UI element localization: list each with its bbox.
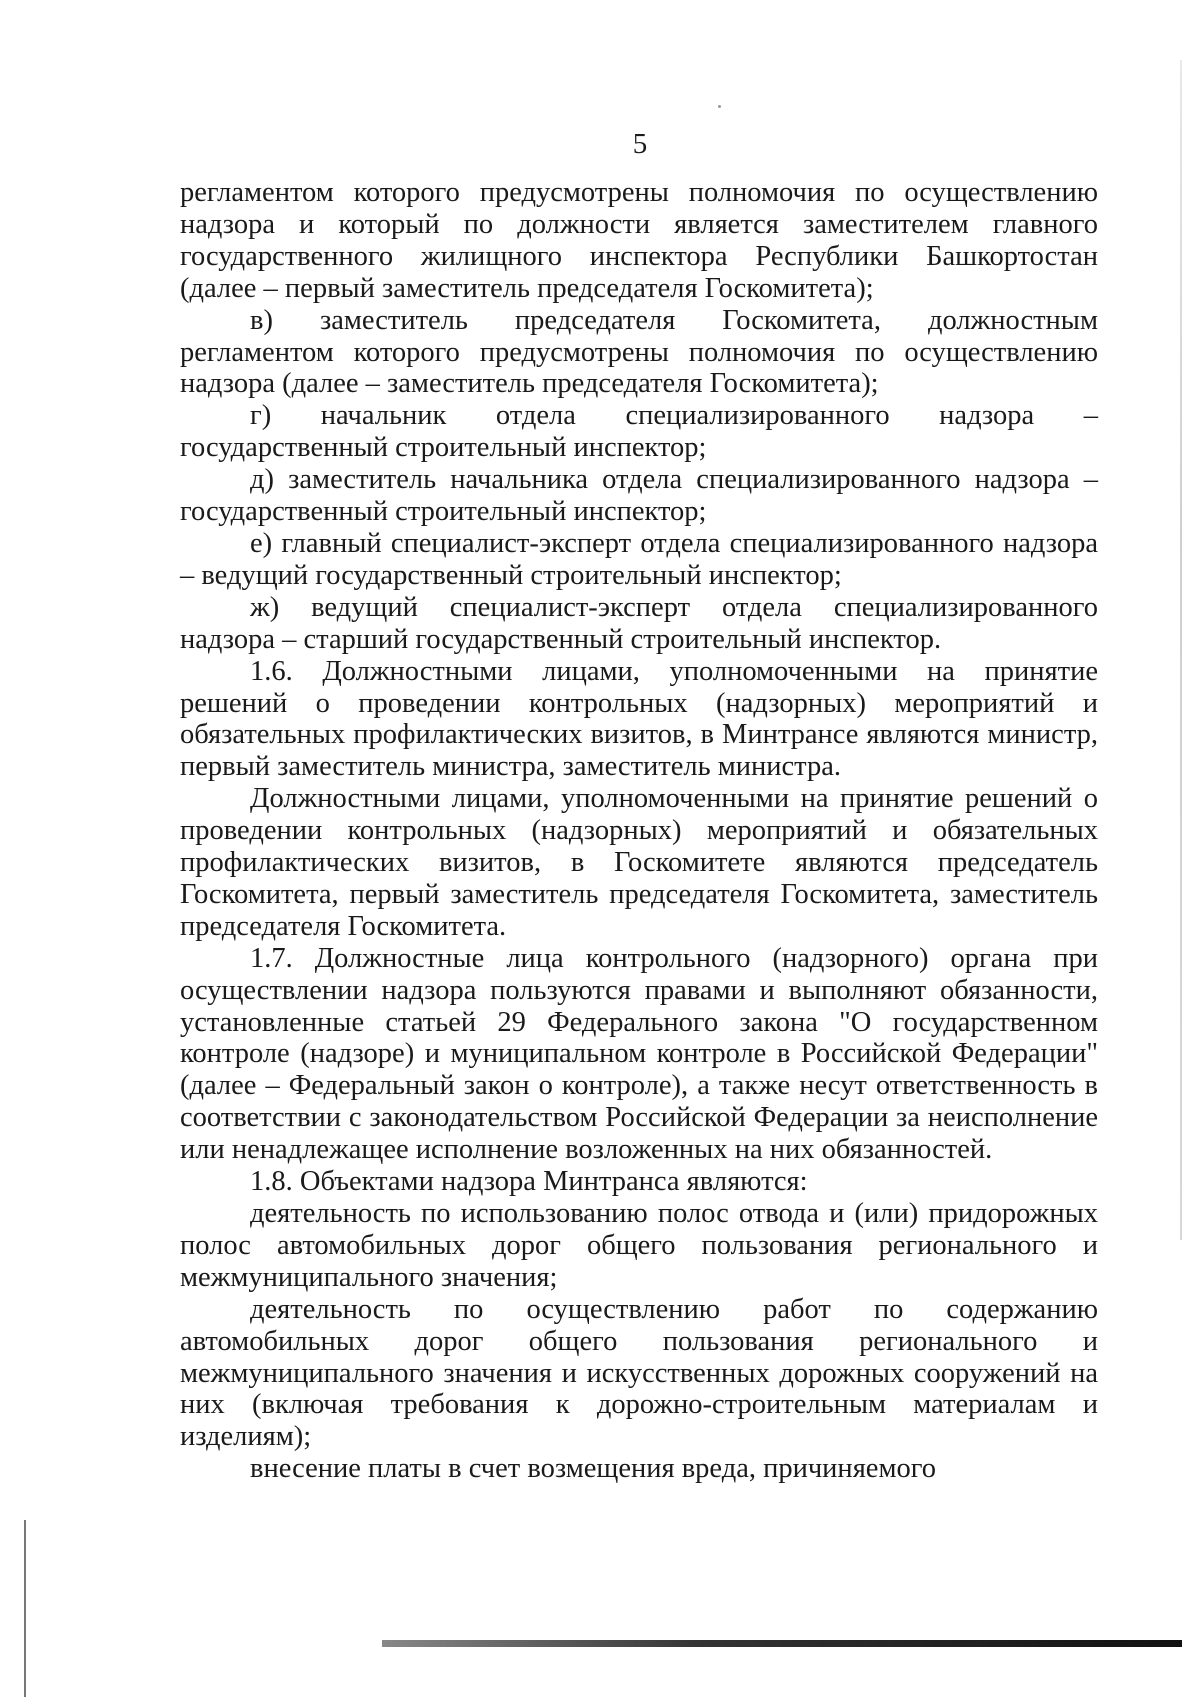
scan-bottom-bar xyxy=(382,1640,1182,1647)
paragraph-continuation: регламентом которого предусмотрены полномочия по осуществлению надзора и который по должности является заместителем главного государственного жилищного инспектора Республики Башкортостан (далее – первый заместитель председателя Госкомитета); xyxy=(180,177,1098,304)
paragraph-item-d: д) заместитель начальника отдела специализированного надзора – государственный строительный инспектор; xyxy=(180,464,1098,528)
paragraph-item-zh: ж) ведущий специалист-эксперт отдела специализированного надзора – старший государственный строительный инспектор. xyxy=(180,591,1098,655)
paragraph-1-7: 1.7. Должностные лица контрольного (надзорного) органа при осуществлении надзора пользуются правами и выполняют обязанности, установленные статьей 29 Федерального закона "О государственном контроле (надзоре) и муниципальном контроле в Российской Федерации" (далее – Федеральный закон о контроле), а также несут ответственность в соответствии с законодательством Российской Федерации за неисполнение или ненадлежащее исполнение возложенных на них обязанностей. xyxy=(180,942,1098,1166)
paragraph-item-g: г) начальник отдела специализированного надзора – государственный строительный инспектор; xyxy=(180,400,1098,464)
scan-edge-line-left xyxy=(24,1520,26,1697)
paragraph-object-roadside: деятельность по использованию полос отвода и (или) придорожных полос автомобильных дорог общего пользования регионального и межмуниципального значения; xyxy=(180,1198,1098,1293)
paragraph-1-6-goskomitet: Должностными лицами, уполномоченными на принятие решений о проведении контрольных (надзорных) мероприятий и обязательных профилактических визитов, в Госкомитете являются председатель Госкомитета, первый заместитель председателя Госкомитета, заместитель председателя Госкомитета. xyxy=(180,783,1098,942)
scan-edge-line xyxy=(1180,60,1182,1240)
paragraph-object-payment: внесение платы в счет возмещения вреда, причиняемого xyxy=(250,1453,936,1485)
page-number: 5 xyxy=(632,128,648,160)
paragraph-1-8: 1.8. Объектами надзора Минтранса являются: xyxy=(250,1166,808,1198)
paragraph-object-maintenance: деятельность по осуществлению работ по содержанию автомобильных дорог общего пользования регионального и межмуниципального значения и искусственных дорожных сооружений на них (включая требования к дорожно-строительным материалам и изделиям); xyxy=(180,1293,1098,1453)
paragraph-item-v: в) заместитель председателя Госкомитета, должностным регламентом которого предусмотрены полномочия по осуществлению надзора (далее – заместитель председателя Госкомитета); xyxy=(180,304,1098,400)
paragraph-1-6: 1.6. Должностными лицами, уполномоченными на принятие решений о проведении контрольных (надзорных) мероприятий и обязательных профилактических визитов, в Минтрансе являются министр, первый заместитель министра, заместитель министра. xyxy=(180,655,1098,783)
scan-speck xyxy=(718,105,721,108)
document-body xyxy=(180,177,1098,1485)
paragraph-item-e: е) главный специалист-эксперт отдела специализированного надзора – ведущий государственный строительный инспектор; xyxy=(180,527,1098,591)
